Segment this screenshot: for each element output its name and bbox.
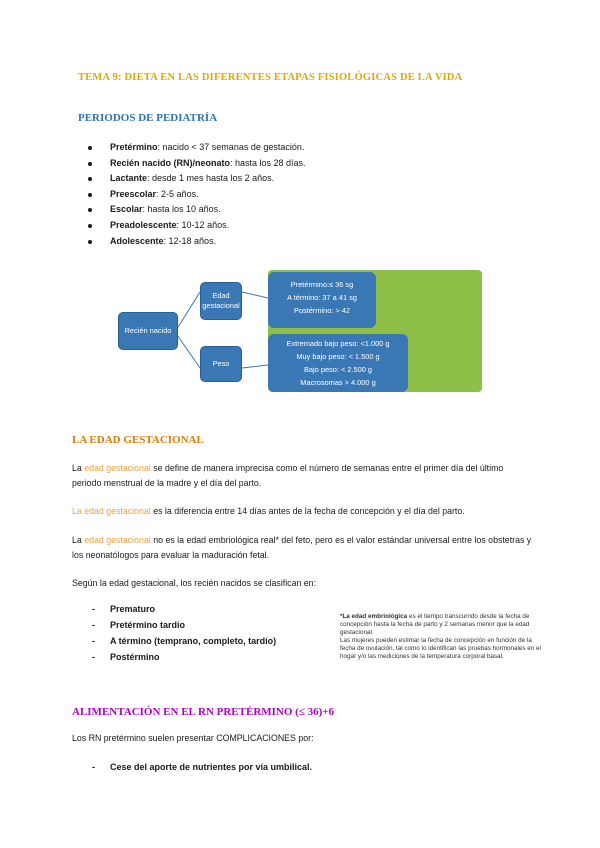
list-item: Recién nacido (RN)/neonato: hasta los 28 días. bbox=[88, 156, 306, 172]
diagram-node-peso: Peso bbox=[200, 346, 242, 382]
list-item: - Postérmino bbox=[92, 652, 160, 662]
diagram-node-edad-items: Pretérmino:≤ 36 sg A término: 37 a 41 sg Postérmino: > 42 bbox=[268, 272, 376, 328]
paragraph: La edad gestacional es la diferencia entre 14 días antes de la fecha de concepción y el día del parto. bbox=[72, 506, 465, 516]
list-item: Preescolar: 2-5 años. bbox=[88, 187, 306, 203]
list-item: Preadolescente: 10-12 años. bbox=[88, 218, 306, 234]
list-item: Lactante: desde 1 mes hasta los 2 años. bbox=[88, 171, 306, 187]
gestational-diagram bbox=[120, 270, 482, 392]
classification-list bbox=[92, 601, 276, 665]
list-item: - Prematuro bbox=[92, 604, 156, 614]
bullet-icon bbox=[88, 177, 92, 181]
section-heading-alimentacion: ALIMENTACIÓN EN EL RN PRETÉRMINO (≤ 36)+6 bbox=[72, 706, 335, 718]
list-item: Pretérmino: nacido < 37 semanas de gestación. bbox=[88, 140, 306, 156]
bullet-icon bbox=[88, 146, 92, 150]
section-heading-periodos: PERIODOS DE PEDIATRÍA bbox=[78, 112, 218, 124]
paragraph: La edad gestacional se define de manera imprecisa como el número de semanas entre el primer día del último periodo menstrual de la madre y el día del parto. bbox=[72, 463, 504, 488]
list-item: - Pretérmino tardío bbox=[92, 620, 186, 630]
bullet-icon bbox=[88, 240, 92, 244]
diagram-node-peso-items: Extremado bajo peso: <1.000 g Muy bajo peso: < 1.500 g Bajo peso: < 2.500 g Macrosomas > 4.000 g bbox=[268, 334, 408, 392]
diagram-node-root: Recién nacido bbox=[118, 312, 178, 350]
bullet-icon bbox=[88, 224, 92, 228]
list-item: - A término (temprano, completo, tardío) bbox=[92, 636, 277, 646]
section-heading-edad: LA EDAD GESTACIONAL bbox=[72, 434, 204, 446]
footnote: *La edad embriológica es el tiempo transcurrido desde la fecha de concepción hasta la fecha de parto y 2 semanas menor que la edad gestacional. Las mujeres pueden estimar la fecha de concepción en función de la fecha de ovulación, tal como lo identifican las pruebas hormonales en el hogar y/o las mediciones de la temperatura corporal basal. bbox=[340, 613, 541, 660]
bullet-icon bbox=[88, 162, 92, 166]
bullet-icon bbox=[88, 208, 92, 212]
list-item: Escolar: hasta los 10 años. bbox=[88, 202, 306, 218]
periodos-list bbox=[88, 140, 306, 249]
paragraph: La edad gestacional no es la edad embriológica real* del feto, pero es el valor estándar universal entre los obstetras y los neonatólogos para evaluar la maduración fetal. bbox=[72, 535, 532, 560]
complications-list bbox=[92, 759, 312, 775]
list-item: Adolescente: 12-18 años. bbox=[88, 234, 306, 250]
diagram-node-edad: Edad gestacional bbox=[200, 282, 242, 320]
bullet-icon bbox=[88, 193, 92, 197]
list-item: - Cese del aporte de nutrientes por vía umbilical. bbox=[92, 762, 313, 772]
page-title: TEMA 9: DIETA EN LAS DIFERENTES ETAPAS FISIOLÓGICAS DE LA VIDA bbox=[78, 72, 463, 83]
paragraph: Según la edad gestacional, los recién nacidos se clasifican en: bbox=[72, 578, 317, 588]
paragraph: Los RN pretérmino suelen presentar COMPLICACIONES por: bbox=[72, 733, 314, 743]
